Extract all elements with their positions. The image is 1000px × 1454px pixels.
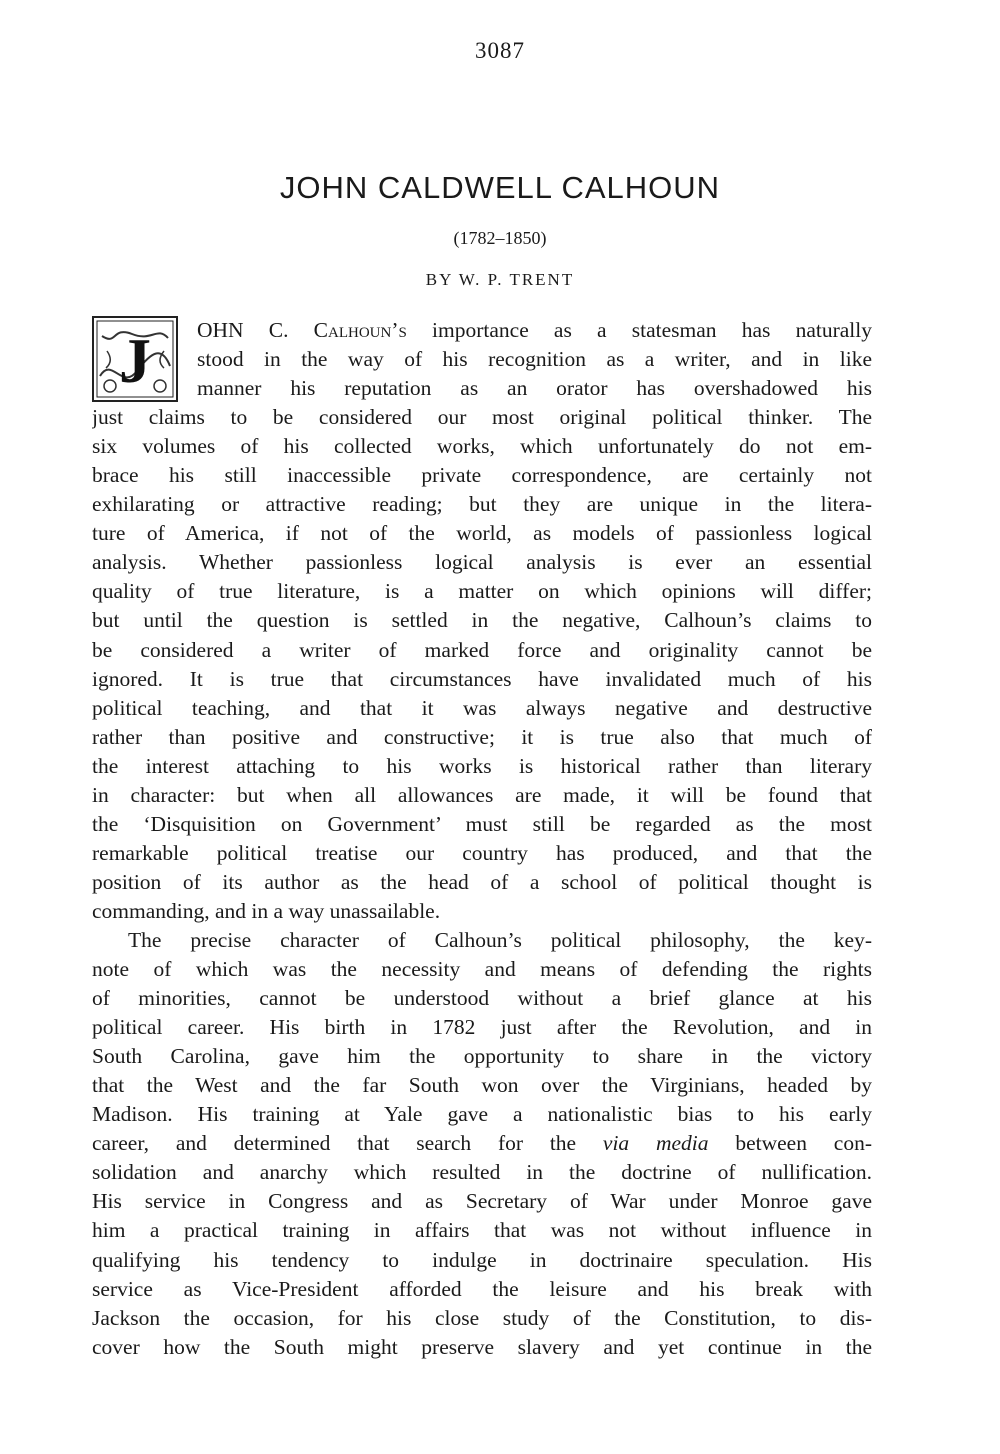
line-start: career, and determined that search for the xyxy=(92,1131,603,1156)
italic-phrase: via media xyxy=(602,1131,709,1156)
text-line: service as Vice-President afforded the leisure and his break with xyxy=(92,1276,872,1301)
line-end: between con- xyxy=(708,1131,872,1156)
text-line: commanding, and in a way unassailable. xyxy=(92,898,441,923)
page-number: 3087 xyxy=(475,38,525,63)
text-line: that the West and the far South won over the Virginians, headed by xyxy=(92,1073,872,1098)
line-remainder: importance as a statesman has naturally xyxy=(406,318,872,342)
text-line: exhilarating or attractive reading; but they are unique in the litera- xyxy=(92,492,872,517)
text-line: of minorities, cannot be understood without a brief glance at his xyxy=(92,986,872,1011)
text-line: in character: but when all allowances are made, it will be found that xyxy=(92,782,872,807)
text-line: quality of true literature, is a matter on which opinions will differ; xyxy=(92,579,872,604)
text-line: Jackson the occasion, for his close study of the Constitution, to dis- xyxy=(92,1305,872,1330)
drop-cap-continuation: OHN C. xyxy=(197,318,314,342)
text-line: six volumes of his collected works, which unfortunately do not em- xyxy=(92,434,872,459)
text-line: the ‘Disquisition on Government’ must still be regarded as the most xyxy=(92,811,872,836)
text-line: stood in the way of his recognition as a writer, and in like xyxy=(197,347,872,372)
text-line: Madison. His training at Yale gave a nationalistic bias to his early xyxy=(92,1102,872,1127)
text-line: but until the question is settled in the negative, Calhoun’s claims to xyxy=(92,608,872,633)
article-body xyxy=(92,316,872,1362)
text-line: The precise character of Calhoun’s political philosophy, the key- xyxy=(128,927,872,952)
text-line xyxy=(92,316,872,345)
byline: BY W. P. TRENT xyxy=(425,270,575,289)
life-dates: (1782–1850) xyxy=(453,228,547,248)
text-line: him a practical training in affairs that was not without influence in xyxy=(92,1218,872,1243)
text-line: position of its author as the head of a school of political thought is xyxy=(92,869,872,894)
small-caps-name: Calhoun’s xyxy=(313,318,407,342)
text-line: solidation and anarchy which resulted in the doctrine of nullification. xyxy=(92,1160,872,1185)
text-line: qualifying his tendency to indulge in doctrinaire speculation. His xyxy=(92,1247,872,1272)
text-line: cover how the South might preserve slavery and yet continue in the xyxy=(92,1334,872,1359)
text-line: remarkable political treatise our country has produced, and that the xyxy=(92,840,872,865)
text-line: just claims to be considered our most original political thinker. The xyxy=(92,405,872,430)
text-line: brace his still inaccessible private correspondence, are certainly not xyxy=(92,463,872,488)
text-line: note of which was the necessity and means of defending the rights xyxy=(92,957,872,982)
text-line: analysis. Whether passionless logical analysis is ever an essential xyxy=(92,550,872,575)
text-line: South Carolina, gave him the opportunity to share in the victory xyxy=(92,1044,872,1069)
text-line: His service in Congress and as Secretary of War under Monroe gave xyxy=(92,1189,872,1214)
text-line xyxy=(92,1129,872,1158)
drop-cap-letter: J xyxy=(119,325,151,396)
text-line: manner his reputation as an orator has overshadowed his xyxy=(197,376,872,401)
text-line: rather than positive and constructive; it is true also that much of xyxy=(92,724,872,749)
text-line: be considered a writer of marked force and originality cannot be xyxy=(92,637,872,662)
article-title: JOHN CALDWELL CALHOUN xyxy=(279,170,721,205)
text-line: political teaching, and that it was always negative and destructive xyxy=(92,695,872,720)
text-line: the interest attaching to his works is historical rather than literary xyxy=(92,753,872,778)
text-line: ignored. It is true that circumstances have invalidated much of his xyxy=(92,666,872,691)
text-line: ture of America, if not of the world, as models of passionless logical xyxy=(92,521,872,546)
text-line: political career. His birth in 1782 just after the Revolution, and in xyxy=(92,1015,872,1040)
